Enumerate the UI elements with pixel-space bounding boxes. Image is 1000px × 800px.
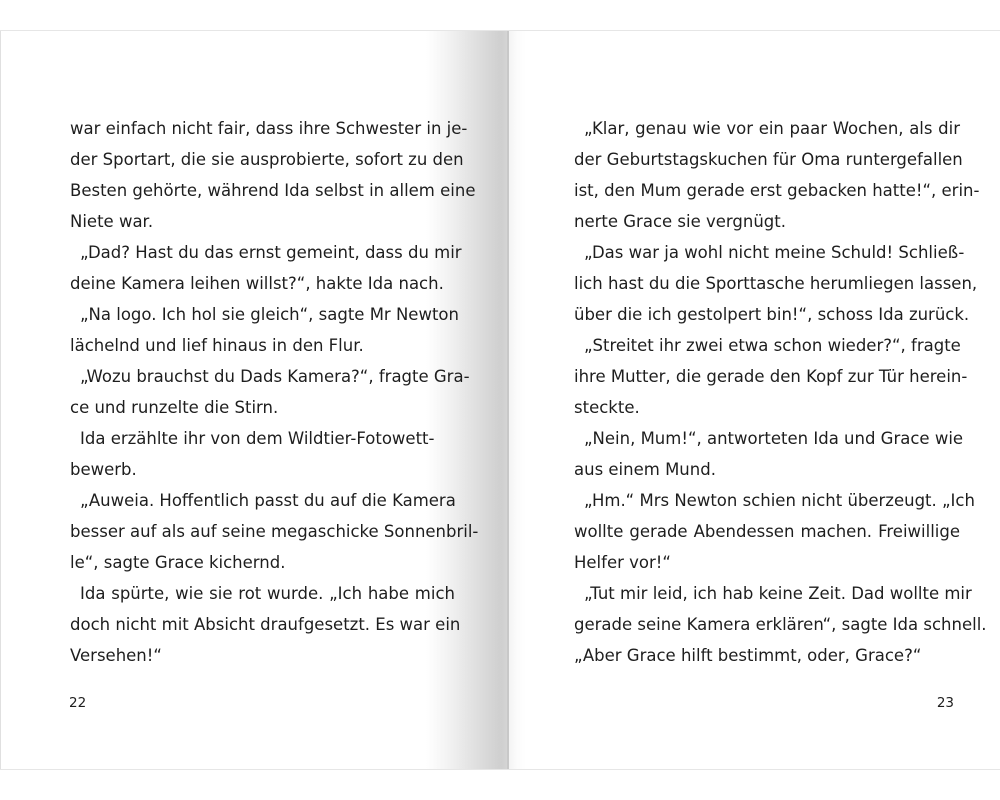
text-line: „Tut mir leid, ich hab keine Zeit. Dad wollte mir (584, 584, 972, 603)
right-page (508, 31, 1000, 769)
book-spread (0, 30, 1000, 770)
left-page-text (70, 113, 479, 671)
text-line: nerte Grace sie vergnügt. (574, 212, 786, 231)
text-line: besser auf als auf seine megaschicke Sonnenbril- (70, 522, 479, 541)
right-page-text (574, 113, 987, 671)
text-line: „Wozu brauchst du Dads Kamera?“, fragte Gra- (80, 367, 470, 386)
text-line: der Sportart, die sie ausprobierte, sofort zu den (70, 150, 464, 169)
text-line: lich hast du die Sporttasche herumliegen lassen, (574, 274, 978, 293)
text-line: bewerb. (70, 460, 137, 479)
page-number-right: 23 (936, 695, 954, 711)
text-line: Helfer vor!“ (574, 553, 671, 572)
text-line: ist, den Mum gerade erst gebacken hatte!“, erin- (574, 181, 980, 200)
text-line: Versehen!“ (70, 646, 162, 665)
text-line: steckte. (574, 398, 640, 417)
text-line: „Streitet ihr zwei etwa schon wieder?“, fragte (584, 336, 961, 355)
text-line: Besten gehörte, während Ida selbst in allem eine (70, 181, 476, 200)
text-line: ce und runzelte die Stirn. (70, 398, 279, 417)
text-line: „Na logo. Ich hol sie gleich“, sagte Mr Newton (80, 305, 459, 324)
text-line: le“, sagte Grace kichernd. (70, 553, 286, 572)
text-line: Ida erzählte ihr von dem Wildtier-Fotowett- (80, 429, 435, 448)
text-line: aus einem Mund. (574, 460, 716, 479)
page-number-left: 22 (69, 695, 87, 711)
text-line: lächelnd und lief hinaus in den Flur. (70, 336, 364, 355)
text-line: „Aber Grace hilft bestimmt, oder, Grace?“ (574, 646, 922, 665)
book-gutter (507, 31, 509, 769)
text-line: wollte gerade Abendessen machen. Freiwillige (574, 522, 960, 541)
text-line: „Auweia. Hoffentlich passt du auf die Kamera (80, 491, 456, 510)
text-line: gerade seine Kamera erklären“, sagte Ida schnell. (574, 615, 987, 634)
text-line: Niete war. (70, 212, 154, 231)
text-line: der Geburtstagskuchen für Oma runtergefallen (574, 150, 963, 169)
text-line: Ida spürte, wie sie rot wurde. „Ich habe mich (80, 584, 455, 603)
text-line: „Dad? Hast du das ernst gemeint, dass du mir (80, 243, 462, 262)
text-line: deine Kamera leihen willst?“, hakte Ida nach. (70, 274, 444, 293)
text-line: war einfach nicht fair, dass ihre Schwester in je- (70, 119, 468, 138)
text-line: doch nicht mit Absicht draufgesetzt. Es war ein (70, 615, 461, 634)
text-line: ihre Mutter, die gerade den Kopf zur Tür herein- (574, 367, 968, 386)
left-page (0, 31, 509, 769)
text-line: über die ich gestolpert bin!“, schoss Ida zurück. (574, 305, 970, 324)
text-line: „Das war ja wohl nicht meine Schuld! Schließ- (584, 243, 965, 262)
text-line: „Klar, genau wie vor ein paar Wochen, als dir (584, 119, 960, 138)
text-line: „Hm.“ Mrs Newton schien nicht überzeugt. „Ich (584, 491, 975, 510)
text-line: „Nein, Mum!“, antworteten Ida und Grace wie (584, 429, 964, 448)
